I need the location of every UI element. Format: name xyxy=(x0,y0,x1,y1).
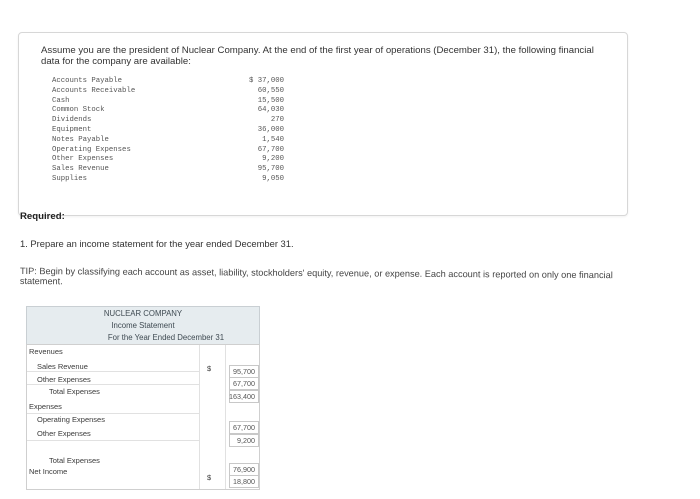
account-name: Common Stock xyxy=(52,106,105,115)
account-name: Sales Revenue xyxy=(52,165,109,174)
account-name: Supplies xyxy=(52,174,88,183)
sales-revenue-value: 95,700 xyxy=(233,367,255,376)
account-name: Operating Expenses xyxy=(52,145,131,154)
account-amount: 64,030 xyxy=(257,106,284,115)
intro-text: Assume you are the president of Nuclear Company. At the end of the first year of operations (December 31), the following financial data for the company are available: xyxy=(41,45,594,67)
statement-period: For the Year Ended December 31 xyxy=(107,333,225,342)
statement-grid xyxy=(26,344,260,490)
other-expenses-label: Other Expenses xyxy=(37,429,91,438)
tip-text: TIP: Begin by classifying each account as asset, liability, stockholders' equity, revenue, or expense. Each account is reported on only one financial statement. xyxy=(19,266,613,287)
account-name: Accounts Payable xyxy=(52,77,123,85)
account-amount: 67,700 xyxy=(257,145,284,154)
account-amount: 270 xyxy=(270,116,284,125)
total-expenses-label: Total Expenses xyxy=(49,387,100,396)
total-expenses-label: Total Expenses xyxy=(49,456,100,465)
account-name: Other Expenses xyxy=(52,155,114,164)
company-name: NUCLEAR COMPANY xyxy=(103,309,183,318)
account-amount: 95,700 xyxy=(257,165,284,174)
net-income-label: Net Income xyxy=(29,467,68,476)
other-expenses-input[interactable] xyxy=(229,434,259,447)
question-text: 1. Prepare an income statement for the year ended December 31. xyxy=(20,238,294,249)
net-income-value: 18,800 xyxy=(233,477,255,486)
operating-expenses-label: Operating Expenses xyxy=(37,415,105,424)
operating-expenses-input[interactable] xyxy=(229,421,259,434)
account-amount: 60,550 xyxy=(257,86,284,95)
statement-header xyxy=(26,306,260,345)
net-income-input[interactable] xyxy=(229,475,259,488)
required-heading: Required: xyxy=(20,211,65,222)
problem-card xyxy=(18,32,628,216)
account-amount: 9,050 xyxy=(262,174,284,183)
account-name: Dividends xyxy=(52,116,92,125)
total-value: 163,400 xyxy=(229,392,255,401)
account-amount: 15,500 xyxy=(257,96,284,105)
account-amount: 1,540 xyxy=(262,135,284,144)
revenues-label: Revenues xyxy=(29,347,63,356)
other-expenses-label: Other Expenses xyxy=(37,375,91,384)
total-input[interactable] xyxy=(229,390,259,403)
account-amount: 36,000 xyxy=(257,125,284,134)
dollar-sign: $ xyxy=(207,364,212,373)
account-name: Accounts Receivable xyxy=(52,86,136,95)
other-expenses-value: 67,700 xyxy=(233,379,255,388)
account-name: Notes Payable xyxy=(52,135,109,144)
account-names-list xyxy=(52,77,135,185)
account-name: Cash xyxy=(52,96,70,105)
statement-title: Income Statement xyxy=(111,321,175,330)
expenses-label: Expenses xyxy=(29,402,62,411)
dollar-sign: $ xyxy=(207,473,212,482)
other-expenses-input[interactable] xyxy=(229,377,259,390)
account-amount: $ 37,000 xyxy=(248,77,284,85)
operating-expenses-value: 67,700 xyxy=(233,423,255,432)
sales-revenue-label: Sales Revenue xyxy=(37,362,88,371)
account-amount: 9,200 xyxy=(262,155,284,164)
account-amounts-list xyxy=(244,77,284,185)
income-statement xyxy=(26,306,260,490)
other-expenses-value: 9,200 xyxy=(237,436,255,445)
total-expenses-value: 76,900 xyxy=(233,465,255,474)
account-name: Equipment xyxy=(52,125,92,134)
